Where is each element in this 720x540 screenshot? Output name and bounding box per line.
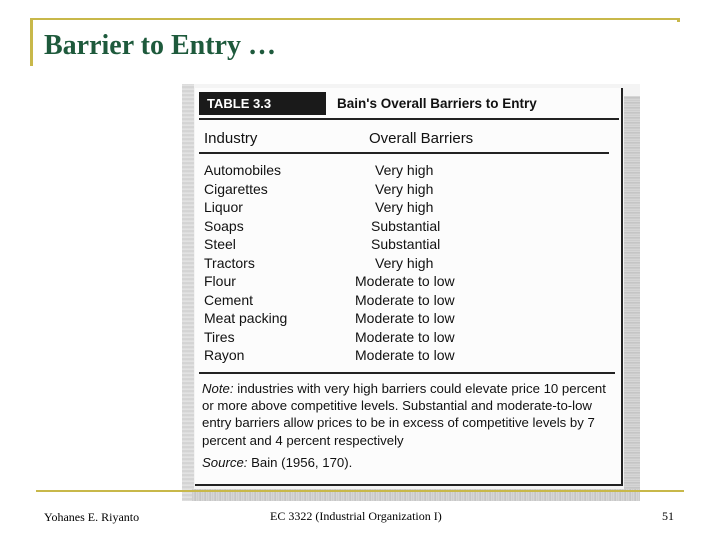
table-note bbox=[202, 380, 618, 449]
page-number: 51 bbox=[662, 509, 674, 523]
barrier-cell: Moderate to low bbox=[355, 347, 455, 363]
table-row bbox=[195, 292, 621, 310]
footer-course: EC 3322 (Industrial Organization I) bbox=[270, 509, 442, 523]
slide-frame-top-end bbox=[677, 18, 680, 22]
note-label: Note: bbox=[202, 381, 234, 396]
rule-body-bottom bbox=[199, 372, 615, 374]
barrier-cell: Very high bbox=[375, 180, 434, 197]
industry-cell: Cement bbox=[204, 291, 254, 308]
table-paper bbox=[195, 88, 623, 486]
source-label: Source: bbox=[202, 455, 248, 470]
header-industry: Industry bbox=[204, 130, 258, 147]
barrier-cell: Moderate to low bbox=[355, 328, 455, 345]
header-overall-barriers: Overall Barriers bbox=[369, 130, 474, 147]
barrier-cell: Moderate to low bbox=[355, 291, 455, 308]
barrier-cell: Substantial bbox=[371, 236, 441, 252]
rule-top bbox=[199, 118, 619, 120]
slide-frame-left bbox=[30, 18, 33, 66]
table-number: TABLE 3.3 bbox=[199, 92, 326, 115]
table-row bbox=[195, 347, 621, 365]
table-row bbox=[195, 236, 621, 254]
table-row bbox=[195, 273, 621, 291]
industry-cell: Soaps bbox=[204, 217, 244, 234]
footer-author: Yohanes E. Riyanto bbox=[44, 510, 140, 524]
note-text: industries with very high barriers could elevate price 10 percent or more above competitive levels. Substantial and moderate-to-low entry barriers allow prices to be in excess of competitive levels by 7 percent and 4 percent respectively bbox=[202, 381, 606, 448]
industry-cell: Tires bbox=[204, 328, 235, 345]
slide-title: Barrier to Entry … bbox=[44, 30, 276, 61]
industry-cell: Liquor bbox=[204, 199, 243, 215]
barrier-cell: Moderate to low bbox=[355, 273, 455, 289]
industry-cell: Cigarettes bbox=[204, 180, 268, 197]
scanned-table-image bbox=[182, 84, 640, 501]
table-row bbox=[195, 199, 621, 217]
slide-frame-top bbox=[30, 18, 680, 20]
source-text: Bain (1956, 170). bbox=[247, 455, 353, 470]
table-row bbox=[195, 310, 621, 328]
table-row bbox=[195, 329, 621, 347]
table-source bbox=[202, 454, 352, 471]
table-row bbox=[195, 162, 621, 180]
rule-header bbox=[199, 152, 609, 154]
scan-edge-right bbox=[624, 96, 640, 501]
industry-cell: Tractors bbox=[204, 254, 255, 271]
footer-rule bbox=[36, 490, 684, 492]
industry-cell: Automobiles bbox=[204, 162, 282, 178]
table-title: Bain's Overall Barriers to Entry bbox=[337, 96, 537, 111]
barrier-cell: Moderate to low bbox=[355, 310, 455, 326]
table-row bbox=[195, 218, 621, 236]
barrier-cell: Very high bbox=[375, 199, 434, 215]
barrier-cell: Very high bbox=[375, 254, 434, 271]
table-row bbox=[195, 181, 621, 199]
table-row bbox=[195, 255, 621, 273]
industry-cell: Steel bbox=[204, 236, 236, 252]
barrier-cell: Substantial bbox=[371, 217, 441, 234]
barrier-cell: Very high bbox=[375, 162, 434, 178]
scan-edge-left bbox=[182, 84, 194, 501]
industry-cell: Meat packing bbox=[204, 310, 288, 326]
industry-cell: Rayon bbox=[204, 347, 245, 363]
industry-cell: Flour bbox=[204, 273, 236, 289]
